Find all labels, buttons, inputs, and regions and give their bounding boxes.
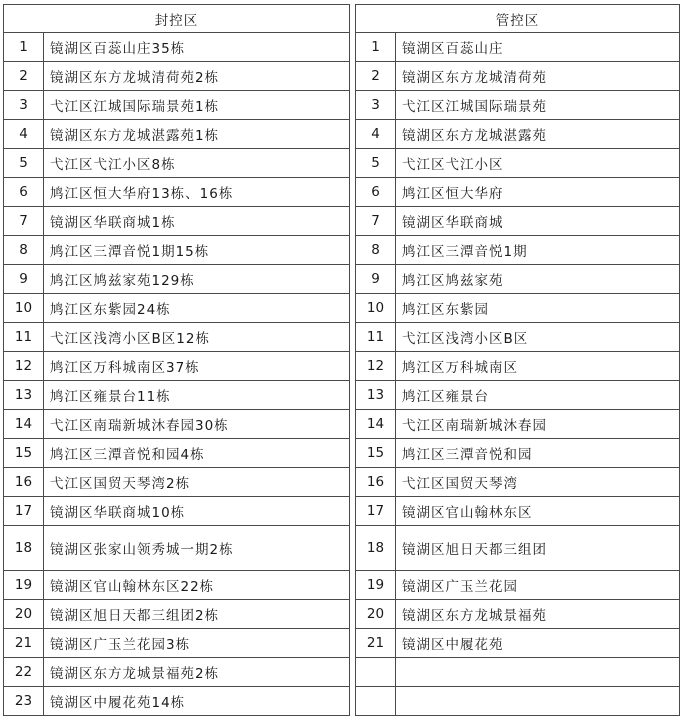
sealed-number-cell: 7	[4, 207, 44, 236]
sealed-number-cell: 8	[4, 236, 44, 265]
table-row	[4, 526, 680, 571]
sealed-number-cell: 14	[4, 410, 44, 439]
sealed-number-cell: 6	[4, 178, 44, 207]
table-row	[4, 33, 680, 62]
table-row	[4, 658, 680, 687]
sealed-name-cell: 弋江区浅湾小区B区12栋	[44, 323, 350, 352]
sealed-zone-header: 封控区	[4, 5, 350, 33]
controlled-name-cell: 镜湖区华联商城	[396, 207, 680, 236]
table-row	[4, 323, 680, 352]
controlled-number-cell: 6	[356, 178, 396, 207]
controlled-name-cell	[396, 687, 680, 716]
controlled-number-cell: 19	[356, 571, 396, 600]
table-row	[4, 571, 680, 600]
controlled-number-cell: 2	[356, 62, 396, 91]
sealed-number-cell: 10	[4, 294, 44, 323]
controlled-name-cell: 镜湖区东方龙城景福苑	[396, 600, 680, 629]
sealed-name-cell: 鸠江区三潭音悦1期15栋	[44, 236, 350, 265]
controlled-number-cell: 10	[356, 294, 396, 323]
controlled-name-cell: 镜湖区东方龙城清荷苑	[396, 62, 680, 91]
sealed-name-cell: 镜湖区广玉兰花园3栋	[44, 629, 350, 658]
sealed-name-cell: 鸠江区雍景台11栋	[44, 381, 350, 410]
sealed-name-cell: 鸠江区恒大华府13栋、16栋	[44, 178, 350, 207]
table-row	[4, 120, 680, 149]
controlled-number-cell: 8	[356, 236, 396, 265]
sealed-number-cell: 9	[4, 265, 44, 294]
table-row	[4, 294, 680, 323]
controlled-number-cell	[356, 687, 396, 716]
controlled-number-cell: 5	[356, 149, 396, 178]
controlled-name-cell: 弋江区南瑞新城沐春园	[396, 410, 680, 439]
table-row	[4, 265, 680, 294]
controlled-name-cell: 镜湖区东方龙城湛露苑	[396, 120, 680, 149]
sealed-name-cell: 镜湖区东方龙城湛露苑1栋	[44, 120, 350, 149]
sealed-number-cell: 21	[4, 629, 44, 658]
controlled-name-cell: 鸠江区三潭音悦和园	[396, 439, 680, 468]
controlled-name-cell: 鸠江区东紫园	[396, 294, 680, 323]
table-row	[4, 207, 680, 236]
controlled-name-cell: 鸠江区恒大华府	[396, 178, 680, 207]
sealed-number-cell: 20	[4, 600, 44, 629]
sealed-name-cell: 鸠江区万科城南区37栋	[44, 352, 350, 381]
table-row	[4, 629, 680, 658]
table-row	[4, 410, 680, 439]
controlled-number-cell: 14	[356, 410, 396, 439]
controlled-number-cell: 16	[356, 468, 396, 497]
table-row	[4, 236, 680, 265]
controlled-name-cell: 镜湖区旭日天都三组团	[396, 526, 680, 571]
controlled-number-cell: 12	[356, 352, 396, 381]
sealed-name-cell: 镜湖区中履花苑14栋	[44, 687, 350, 716]
sealed-number-cell: 12	[4, 352, 44, 381]
controlled-name-cell: 鸠江区万科城南区	[396, 352, 680, 381]
zone-table-body	[4, 5, 680, 716]
sealed-number-cell: 4	[4, 120, 44, 149]
table-row	[4, 497, 680, 526]
sealed-number-cell: 16	[4, 468, 44, 497]
controlled-number-cell: 3	[356, 91, 396, 120]
table-row	[4, 149, 680, 178]
controlled-zone-header: 管控区	[356, 5, 680, 33]
sealed-name-cell: 镜湖区东方龙城清荷苑2栋	[44, 62, 350, 91]
table-row	[4, 468, 680, 497]
sealed-number-cell: 1	[4, 33, 44, 62]
controlled-name-cell: 弋江区国贸天琴湾	[396, 468, 680, 497]
controlled-name-cell: 镜湖区官山翰林东区	[396, 497, 680, 526]
controlled-number-cell: 1	[356, 33, 396, 62]
controlled-number-cell: 13	[356, 381, 396, 410]
sealed-number-cell: 3	[4, 91, 44, 120]
controlled-number-cell: 15	[356, 439, 396, 468]
sealed-name-cell: 镜湖区东方龙城景福苑2栋	[44, 658, 350, 687]
table-row	[4, 381, 680, 410]
sealed-name-cell: 镜湖区华联商城10栋	[44, 497, 350, 526]
sealed-number-cell: 5	[4, 149, 44, 178]
sealed-name-cell: 镜湖区旭日天都三组团2栋	[44, 600, 350, 629]
controlled-name-cell: 鸠江区三潭音悦1期	[396, 236, 680, 265]
sealed-name-cell: 弋江区江城国际瑞景苑1栋	[44, 91, 350, 120]
controlled-name-cell: 鸠江区鸠兹家苑	[396, 265, 680, 294]
controlled-number-cell: 7	[356, 207, 396, 236]
table-row	[4, 439, 680, 468]
sealed-name-cell: 镜湖区华联商城1栋	[44, 207, 350, 236]
controlled-name-cell: 弋江区浅湾小区B区	[396, 323, 680, 352]
sealed-number-cell: 15	[4, 439, 44, 468]
header-row	[4, 5, 680, 33]
table-row	[4, 91, 680, 120]
controlled-number-cell: 17	[356, 497, 396, 526]
controlled-name-cell: 鸠江区雍景台	[396, 381, 680, 410]
table-row	[4, 687, 680, 716]
sealed-name-cell: 镜湖区张家山领秀城一期2栋	[44, 526, 350, 571]
sealed-name-cell: 弋江区弋江小区8栋	[44, 149, 350, 178]
controlled-name-cell	[396, 658, 680, 687]
controlled-number-cell: 11	[356, 323, 396, 352]
zone-table	[3, 4, 680, 716]
sealed-number-cell: 2	[4, 62, 44, 91]
controlled-number-cell	[356, 658, 396, 687]
sealed-number-cell: 22	[4, 658, 44, 687]
table-row	[4, 62, 680, 91]
controlled-name-cell: 镜湖区中履花苑	[396, 629, 680, 658]
sealed-name-cell: 鸠江区鸠兹家苑129栋	[44, 265, 350, 294]
controlled-name-cell: 镜湖区百蕊山庄	[396, 33, 680, 62]
controlled-name-cell: 弋江区弋江小区	[396, 149, 680, 178]
controlled-name-cell: 镜湖区广玉兰花园	[396, 571, 680, 600]
sealed-name-cell: 镜湖区官山翰林东区22栋	[44, 571, 350, 600]
table-row	[4, 178, 680, 207]
sealed-number-cell: 19	[4, 571, 44, 600]
controlled-number-cell: 20	[356, 600, 396, 629]
sealed-number-cell: 17	[4, 497, 44, 526]
sealed-name-cell: 鸠江区三潭音悦和园4栋	[44, 439, 350, 468]
sealed-number-cell: 23	[4, 687, 44, 716]
controlled-number-cell: 4	[356, 120, 396, 149]
controlled-number-cell: 9	[356, 265, 396, 294]
sealed-name-cell: 鸠江区东紫园24栋	[44, 294, 350, 323]
sealed-number-cell: 11	[4, 323, 44, 352]
table-row	[4, 352, 680, 381]
sealed-number-cell: 18	[4, 526, 44, 571]
controlled-number-cell: 18	[356, 526, 396, 571]
sealed-name-cell: 弋江区国贸天琴湾2栋	[44, 468, 350, 497]
sealed-name-cell: 弋江区南瑞新城沐春园30栋	[44, 410, 350, 439]
sealed-name-cell: 镜湖区百蕊山庄35栋	[44, 33, 350, 62]
controlled-number-cell: 21	[356, 629, 396, 658]
sealed-number-cell: 13	[4, 381, 44, 410]
table-row	[4, 600, 680, 629]
controlled-name-cell: 弋江区江城国际瑞景苑	[396, 91, 680, 120]
